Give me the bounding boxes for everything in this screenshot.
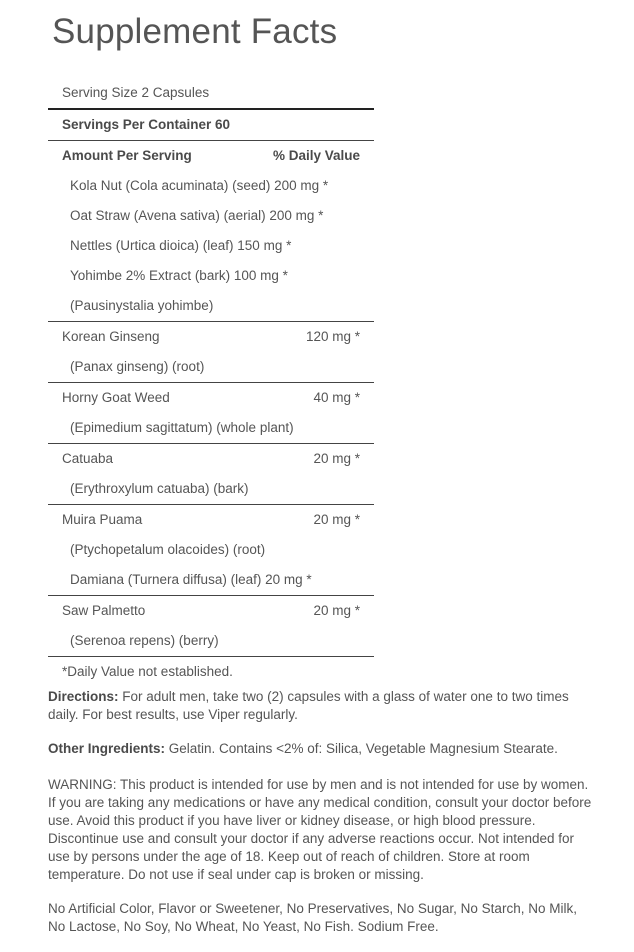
ingredient-amount: 20 mg * [313,451,360,466]
other-ingredients-label: Other Ingredients: [48,741,166,756]
ingredient-korean-ginseng: Korean Ginseng [62,329,160,344]
ingredient-oat-straw: Oat Straw (Avena sativa) (aerial) 200 mg * [70,208,324,223]
header-row [48,141,374,171]
ingredient-row [48,201,374,231]
ingredient-row [48,596,374,626]
daily-value-footnote: *Daily Value not established. [62,664,233,679]
directions-paragraph [48,688,596,724]
ingredient-yohimbe: Yohimbe 2% Extract (bark) 100 mg * [70,268,288,283]
ingredient-amount: 120 mg * [305,329,360,344]
page-title: Supplement Facts [52,12,338,51]
ingredient-amount: 20 mg * [313,603,360,618]
ingredient-latin-name: (Panax ginseng) (root) [70,359,205,374]
ingredient-row [48,352,374,383]
directions-label: Directions: [48,689,119,704]
ingredient-row [48,231,374,261]
ingredient-amount: 40 mg * [313,390,360,405]
other-ingredients-text: Gelatin. Contains <2% of: Silica, Vegetable Magnesium Stearate. [165,741,558,756]
free-from-paragraph: No Artificial Color, Flavor or Sweetener, No Preservatives, No Sugar, No Starch, No Milk, No Lactose, No Soy, No Wheat, No Yeast, No Fish. Sodium Free. [48,901,577,934]
ingredient-row [48,383,374,413]
ingredient-latin-name: (Erythroxylum catuaba) (bark) [70,481,249,496]
servings-per-container: Servings Per Container 60 [62,117,231,132]
footnote-row [48,657,374,687]
ingredient-saw-palmetto: Saw Palmetto [62,603,146,618]
servings-per-container-row [48,110,374,141]
serving-size-row [48,78,374,110]
ingredient-row [48,535,374,565]
ingredient-nettles: Nettles (Urtica dioica) (leaf) 150 mg * [70,238,292,253]
ingredient-row [48,322,374,352]
ingredient-row [48,474,374,505]
ingredient-horny-goat-weed: Horny Goat Weed [62,390,170,405]
ingredient-damiana: Damiana (Turnera diffusa) (leaf) 20 mg * [70,572,312,587]
ingredient-latin-name: (Epimedium sagittatum) (whole plant) [70,420,294,435]
ingredient-yohimbe-latin: (Pausinystalia yohimbe) [70,298,214,313]
ingredient-amount: 20 mg * [313,512,360,527]
ingredient-row [48,291,374,322]
ingredient-muira-puama: Muira Puama [62,512,143,527]
ingredient-kola-nut: Kola Nut (Cola acuminata) (seed) 200 mg * [70,178,329,193]
other-ingredients-paragraph [48,740,596,758]
ingredient-row [48,413,374,444]
ingredient-row [48,565,374,596]
amount-per-serving-header: Amount Per Serving [62,148,192,163]
ingredient-row [48,444,374,474]
ingredient-row [48,261,374,291]
ingredient-latin-name: (Ptychopetalum olacoides) (root) [70,542,266,557]
ingredient-catuaba: Catuaba [62,451,114,466]
directions-text: For adult men, take two (2) capsules with a glass of water one to two times daily. For best results, use Viper regularly. [48,689,569,722]
ingredient-row [48,626,374,657]
ingredient-row [48,505,374,535]
supplement-facts-table [48,78,374,687]
serving-size: Serving Size 2 Capsules [62,85,210,100]
ingredient-row [48,171,374,201]
daily-value-header: % Daily Value [272,148,360,163]
warning-paragraph: WARNING: This product is intended for use by men and is not intended for use by women. If you are taking any medications or have any medical condition, consult your doctor before use. Avoid this product if you have liver or kidney disease, or high blood pressure. Discontinue use and consult your doctor if any adverse reactions occur. Not intended for use by persons under the age of 18. Keep out of reach of children. Store at room temperature. Do not use if seal under cap is broken or missing. [48,777,592,882]
ingredient-latin-name: (Serenoa repens) (berry) [70,633,219,648]
